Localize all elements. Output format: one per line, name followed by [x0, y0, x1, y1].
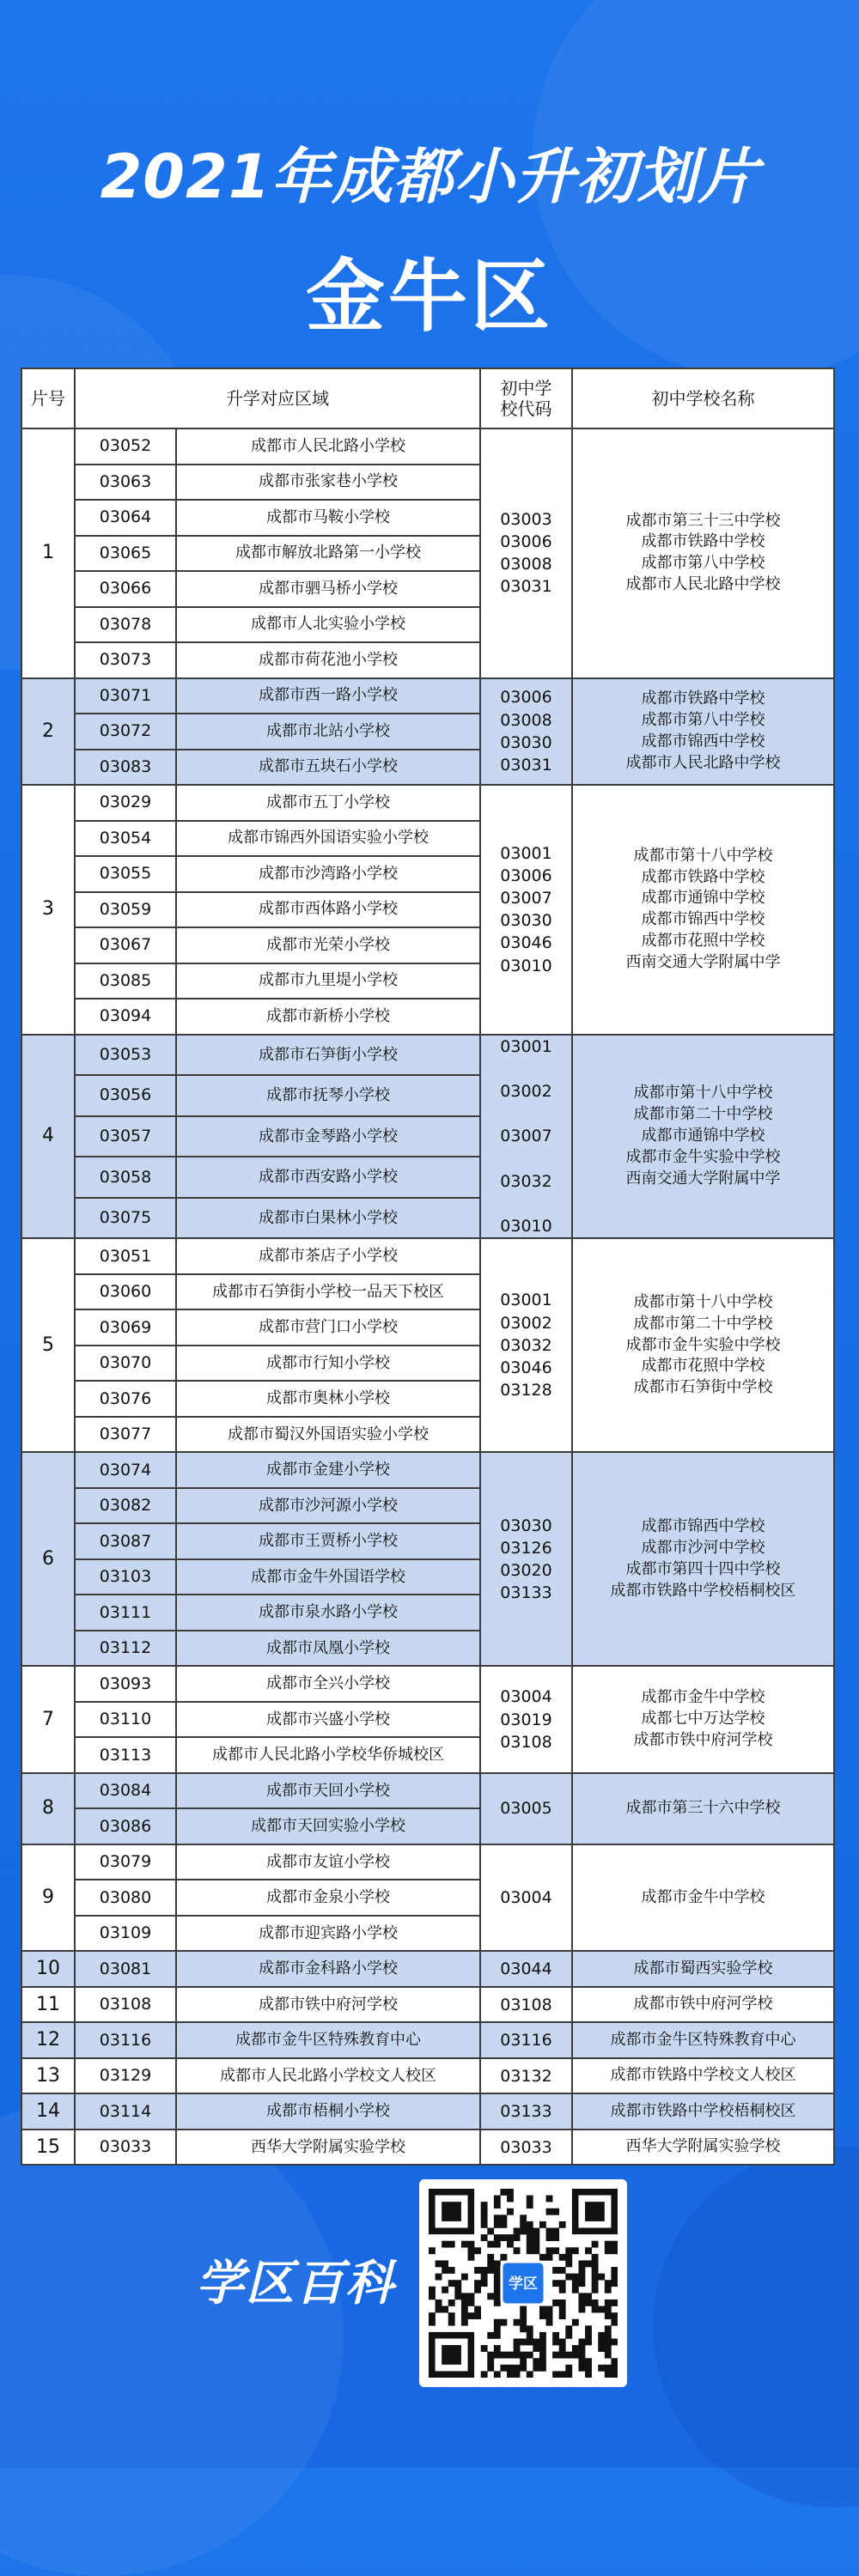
primary-school-name: 成都市石笋街小学校一品天下校区	[176, 1274, 480, 1310]
primary-school-code: 03080	[75, 1880, 176, 1916]
primary-school-code: 03116	[75, 2022, 176, 2058]
primary-school-name: 成都市金牛外国语学校	[176, 1559, 480, 1595]
primary-school-code: 03064	[75, 500, 176, 536]
primary-school-name: 成都市人民北路小学校华侨城校区	[176, 1737, 480, 1773]
middle-school-codes: 03030 03126 03020 03133	[480, 1452, 572, 1666]
primary-school-name: 成都市西一路小学校	[176, 678, 480, 714]
primary-school-code: 03029	[75, 785, 176, 821]
primary-school-name: 成都市金牛区特殊教育中心	[176, 2022, 480, 2058]
middle-school-names: 成都市第十八中学校 成都市铁路中学校 成都市通锦中学校 成都市锦西中学校 成都市花照中学校 西南交通大学附属中学	[572, 785, 834, 1035]
primary-school-code: 03112	[75, 1631, 176, 1667]
primary-school-code: 03056	[75, 1075, 176, 1116]
primary-school-name: 成都市迎宾路小学校	[176, 1916, 480, 1952]
primary-school-name: 成都市北站小学校	[176, 714, 480, 750]
middle-school-codes: 03132	[480, 2058, 572, 2094]
primary-school-code: 03084	[75, 1773, 176, 1809]
primary-school-code: 03085	[75, 963, 176, 999]
middle-school-codes: 03003 03006 03008 03031	[480, 428, 572, 678]
zone-number: 7	[21, 1666, 75, 1773]
zone-number: 2	[21, 678, 75, 786]
primary-school-name: 成都市荷花池小学校	[176, 642, 480, 678]
middle-school-codes: 03108	[480, 1987, 572, 2023]
table-row	[21, 2058, 834, 2094]
middle-school-codes: 03005	[480, 1773, 572, 1844]
primary-school-name: 成都市张家巷小学校	[176, 465, 480, 501]
middle-school-codes: 03004	[480, 1844, 572, 1952]
bg-circle-bottom	[0, 2095, 344, 2576]
zone-number: 5	[21, 1238, 75, 1452]
primary-school-code: 03094	[75, 999, 176, 1035]
middle-school-codes: 03133	[480, 2093, 572, 2129]
primary-school-code: 03078	[75, 607, 176, 643]
primary-school-code: 03075	[75, 1198, 176, 1239]
primary-school-code: 03058	[75, 1157, 176, 1198]
primary-school-code: 03063	[75, 465, 176, 501]
primary-school-code: 03076	[75, 1381, 176, 1417]
primary-school-name: 成都市金琴路小学校	[176, 1116, 480, 1157]
table-row	[21, 1987, 834, 2023]
primary-school-name: 成都市人北实验小学校	[176, 607, 480, 643]
primary-school-name: 成都市泉水路小学校	[176, 1595, 480, 1631]
table-row	[21, 2129, 834, 2166]
primary-school-code: 03051	[75, 1238, 176, 1274]
table-header-row	[21, 368, 834, 428]
primary-school-code: 03111	[75, 1595, 176, 1631]
table-row	[21, 1773, 834, 1809]
primary-school-code: 03114	[75, 2093, 176, 2129]
middle-school-codes: 03006 03008 03030 03031	[480, 678, 572, 786]
primary-school-code: 03072	[75, 714, 176, 750]
primary-school-code: 03113	[75, 1737, 176, 1773]
middle-school-names: 成都市锦西中学校 成都市沙河中学校 成都市第四十四中学校 成都市铁路中学校梧桐校区	[572, 1452, 834, 1666]
bg-circle-bottom-right	[653, 2147, 859, 2507]
primary-school-name: 成都市驷马桥小学校	[176, 571, 480, 607]
primary-school-code: 03060	[75, 1274, 176, 1310]
table-row	[21, 678, 834, 714]
middle-school-names: 成都市铁中府河学校	[572, 1987, 834, 2023]
primary-school-code: 03070	[75, 1346, 176, 1382]
primary-school-name: 成都市营门口小学校	[176, 1309, 480, 1346]
primary-school-code: 03081	[75, 1951, 176, 1987]
primary-school-name: 成都市行知小学校	[176, 1346, 480, 1382]
district-name: 金牛区	[305, 251, 553, 343]
primary-school-code: 03129	[75, 2058, 176, 2094]
primary-school-name: 成都市金科路小学校	[176, 1951, 480, 1987]
primary-school-name: 成都市天回小学校	[176, 1773, 480, 1809]
middle-school-names: 成都市第十八中学校 成都市第二十中学校 成都市通锦中学校 成都市金牛实验中学校 西南交通大学附属中学	[572, 1035, 834, 1239]
primary-school-name: 成都市沙河源小学校	[176, 1488, 480, 1524]
primary-school-code: 03054	[75, 821, 176, 857]
primary-school-code: 03074	[75, 1452, 176, 1488]
primary-school-code: 03083	[75, 750, 176, 786]
middle-school-codes: 03116	[480, 2022, 572, 2058]
zone-number: 10	[21, 1951, 75, 1987]
header-area: 升学对应区域	[75, 368, 480, 428]
middle-school-names: 成都市铁路中学校 成都市第八中学校 成都市锦西中学校 成都市人民北路中学校	[572, 678, 834, 786]
primary-school-name: 成都市五块石小学校	[176, 750, 480, 786]
primary-school-code: 03110	[75, 1702, 176, 1738]
zone-number: 13	[21, 2058, 75, 2094]
middle-school-codes: 03004 03019 03108	[480, 1666, 572, 1773]
primary-school-name: 成都市奥林小学校	[176, 1381, 480, 1417]
middle-school-codes: 03001 03006 03007 03030 03046 03010	[480, 785, 572, 1035]
header-jname: 初中学校名称	[572, 368, 834, 428]
primary-school-name: 成都市人民北路小学校	[176, 428, 480, 465]
primary-school-name: 成都市凤凰小学校	[176, 1631, 480, 1667]
middle-school-codes: 03001 03002 03032 03046 03128	[480, 1238, 572, 1452]
table-row	[21, 1452, 834, 1488]
primary-school-code: 03055	[75, 856, 176, 892]
primary-school-code: 03077	[75, 1417, 176, 1453]
table-row	[21, 2022, 834, 2058]
primary-school-name: 成都市铁中府河学校	[176, 1987, 480, 2023]
primary-school-name: 成都市梧桐小学校	[176, 2093, 480, 2129]
middle-school-names: 成都市蜀西实验学校	[572, 1951, 834, 1987]
primary-school-name: 成都市沙湾路小学校	[176, 856, 480, 892]
primary-school-name: 成都市马鞍小学校	[176, 500, 480, 536]
primary-school-code: 03093	[75, 1666, 176, 1702]
middle-school-names: 成都市铁路中学校梧桐校区	[572, 2093, 834, 2129]
primary-school-code: 03065	[75, 536, 176, 572]
primary-school-name: 成都市金建小学校	[176, 1452, 480, 1488]
primary-school-name: 成都市人民北路小学校文人校区	[176, 2058, 480, 2094]
table-row	[21, 785, 834, 821]
table-row	[21, 1951, 834, 1987]
primary-school-code: 03057	[75, 1116, 176, 1157]
zone-number: 14	[21, 2093, 75, 2129]
primary-school-name: 成都市友谊小学校	[176, 1844, 480, 1880]
middle-school-names: 成都市第十八中学校 成都市第二十中学校 成都市金牛实验中学校 成都市花照中学校 成都市石笋街中学校	[572, 1238, 834, 1452]
primary-school-name: 成都市抚琴小学校	[176, 1075, 480, 1116]
zone-number: 11	[21, 1987, 75, 2023]
primary-school-name: 成都市九里堤小学校	[176, 963, 480, 999]
primary-school-code: 03082	[75, 1488, 176, 1524]
zone-number: 3	[21, 785, 75, 1035]
middle-school-codes: 03001 03002 03007 03032 03010	[480, 1035, 572, 1239]
qr-code	[419, 2179, 627, 2387]
table-row	[21, 1844, 834, 1880]
primary-school-code: 03033	[75, 2129, 176, 2166]
zone-number: 4	[21, 1035, 75, 1239]
zone-number: 15	[21, 2129, 75, 2166]
middle-school-names: 西华大学附属实验学校	[572, 2129, 834, 2166]
primary-school-code: 03069	[75, 1309, 176, 1346]
primary-school-code: 03109	[75, 1916, 176, 1952]
primary-school-name: 成都市光荣小学校	[176, 927, 480, 963]
zone-number: 1	[21, 428, 75, 678]
primary-school-name: 成都市金泉小学校	[176, 1880, 480, 1916]
middle-school-names: 成都市金牛区特殊教育中心	[572, 2022, 834, 2058]
zone-number: 8	[21, 1773, 75, 1844]
primary-school-name: 成都市西安路小学校	[176, 1157, 480, 1198]
qr-code-image	[429, 2189, 618, 2378]
primary-school-name: 成都市新桥小学校	[176, 999, 480, 1035]
table-row	[21, 2093, 834, 2129]
primary-school-code: 03067	[75, 927, 176, 963]
primary-school-name: 成都市解放北路第一小学校	[176, 536, 480, 572]
primary-school-name: 成都市石笋街小学校	[176, 1035, 480, 1076]
middle-school-names: 成都市金牛中学校	[572, 1844, 834, 1952]
primary-school-code: 03073	[75, 642, 176, 678]
middle-school-names: 成都市金牛中学校 成都七中万达学校 成都市铁中府河学校	[572, 1666, 834, 1773]
primary-school-code: 03087	[75, 1523, 176, 1559]
middle-school-codes: 03044	[480, 1951, 572, 1987]
qr-center-label: 学区	[509, 2275, 538, 2293]
zone-number: 12	[21, 2022, 75, 2058]
primary-school-code: 03052	[75, 428, 176, 465]
table-row	[21, 428, 834, 465]
primary-school-name: 成都市天回实验小学校	[176, 1808, 480, 1844]
primary-school-name: 成都市兴盛小学校	[176, 1702, 480, 1738]
primary-school-code: 03071	[75, 678, 176, 714]
zone-number: 6	[21, 1452, 75, 1666]
primary-school-name: 成都市五丁小学校	[176, 785, 480, 821]
primary-school-name: 成都市锦西外国语实验小学校	[176, 821, 480, 857]
page-title: 2021年成都小升初划片	[100, 142, 759, 212]
primary-school-code: 03108	[75, 1987, 176, 2023]
primary-school-code: 03103	[75, 1559, 176, 1595]
table-row	[21, 1035, 834, 1076]
primary-school-name: 西华大学附属实验学校	[176, 2129, 480, 2166]
table-row	[21, 1666, 834, 1702]
middle-school-names: 成都市第三十六中学校	[572, 1773, 834, 1844]
primary-school-name: 成都市王贾桥小学校	[176, 1523, 480, 1559]
primary-school-code: 03059	[75, 892, 176, 928]
primary-school-name: 成都市白果林小学校	[176, 1198, 480, 1239]
header-sn: 片号	[21, 368, 75, 428]
primary-school-code: 03086	[75, 1808, 176, 1844]
primary-school-name: 成都市蜀汉外国语实验小学校	[176, 1417, 480, 1453]
primary-school-code: 03079	[75, 1844, 176, 1880]
middle-school-names: 成都市第三十三中学校 成都市铁路中学校 成都市第八中学校 成都市人民北路中学校	[572, 428, 834, 678]
primary-school-name: 成都市西体路小学校	[176, 892, 480, 928]
brand-logo: 学区百科	[196, 2256, 395, 2312]
primary-school-code: 03053	[75, 1035, 176, 1076]
primary-school-code: 03066	[75, 571, 176, 607]
header-jcode: 初中学校代码	[480, 368, 572, 428]
table-row	[21, 1238, 834, 1274]
middle-school-names: 成都市铁路中学校文人校区	[572, 2058, 834, 2094]
district-table	[21, 368, 833, 2166]
primary-school-name: 成都市茶店子小学校	[176, 1238, 480, 1274]
middle-school-codes: 03033	[480, 2129, 572, 2166]
primary-school-name: 成都市全兴小学校	[176, 1666, 480, 1702]
zone-number: 9	[21, 1844, 75, 1952]
